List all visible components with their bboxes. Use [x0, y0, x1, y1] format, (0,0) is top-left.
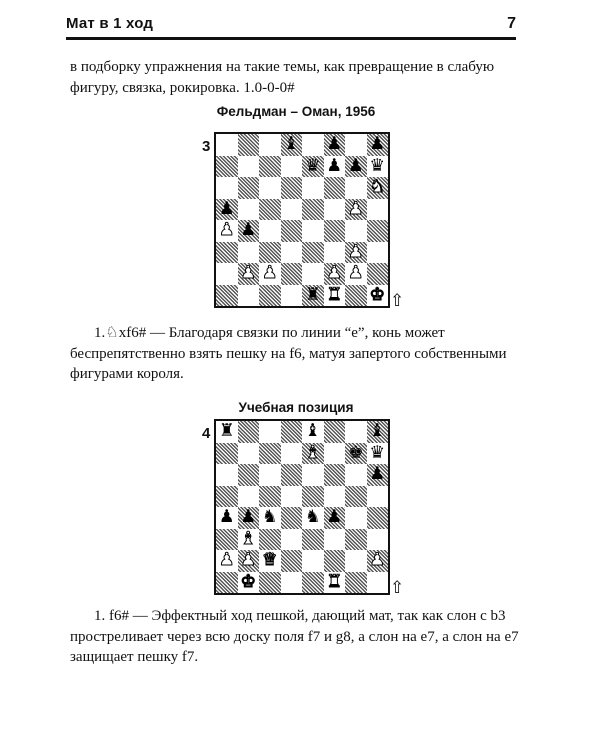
white-pawn-icon: ♟	[326, 263, 343, 283]
square-c5	[259, 177, 281, 199]
square-a2	[216, 550, 238, 572]
square-a1	[216, 263, 238, 285]
square-f8	[324, 421, 346, 443]
white-to-move-arrow-icon: ⇧	[390, 291, 405, 311]
white-pawn-icon: ♟	[347, 198, 364, 219]
square-c0	[259, 285, 281, 307]
square-e2	[302, 550, 324, 572]
square-e5	[302, 486, 324, 508]
black-pawn-icon: ♟	[240, 507, 257, 527]
square-c7	[259, 134, 281, 156]
square-g1	[345, 572, 367, 594]
square-e6	[302, 156, 324, 178]
square-e7	[302, 134, 324, 156]
square-h5	[367, 486, 389, 508]
black-pawn-icon: ♟	[369, 134, 386, 154]
square-f4	[324, 199, 346, 221]
black-pawn-icon: ♟	[240, 220, 257, 240]
diagram-3-caption: Фельдман – Оман, 1956	[216, 104, 376, 119]
square-e4	[302, 507, 324, 529]
white-pawn-icon: ♟	[218, 550, 235, 570]
square-a6	[216, 464, 238, 486]
square-f6	[324, 464, 346, 486]
square-d0	[281, 285, 303, 307]
black-pawn-icon: ♟	[218, 507, 235, 527]
square-c3	[259, 529, 281, 551]
black-pawn-icon: ♟	[326, 134, 343, 154]
square-e2	[302, 242, 324, 264]
square-d4	[281, 199, 303, 221]
square-c5	[259, 486, 281, 508]
square-b6	[238, 156, 260, 178]
black-bishop-icon: ♝	[369, 421, 386, 441]
square-d2	[281, 242, 303, 264]
white-rook-icon: ♜	[326, 571, 343, 592]
square-d2	[281, 550, 303, 572]
square-e4	[302, 199, 324, 221]
square-e6	[302, 464, 324, 486]
square-d5	[281, 177, 303, 199]
square-e7	[302, 443, 324, 465]
square-g3	[345, 529, 367, 551]
square-h4	[367, 199, 389, 221]
black-pawn-icon: ♟	[326, 507, 343, 527]
black-rook-icon: ♜	[218, 421, 235, 441]
square-d7	[281, 443, 303, 465]
square-g4	[345, 507, 367, 529]
square-a8	[216, 421, 238, 443]
white-king-icon: ♚	[369, 284, 386, 305]
square-f3	[324, 220, 346, 242]
black-pawn-icon: ♟	[347, 155, 364, 176]
square-e3	[302, 529, 324, 551]
square-f0	[324, 285, 346, 307]
white-bishop-icon: ♝	[304, 442, 321, 463]
square-h8	[367, 421, 389, 443]
square-d7	[281, 134, 303, 156]
white-knight-icon: ♞	[369, 177, 386, 197]
square-a3	[216, 220, 238, 242]
square-f2	[324, 242, 346, 264]
square-f5	[324, 177, 346, 199]
square-e8	[302, 421, 324, 443]
paragraph-solution-3: 1.♘xf6# — Благодаря связки по линии “е”, конь может беспрепятственно взять пешку на f6, матуя запертого собственными фигурами короля.	[70, 325, 507, 382]
square-g1	[345, 263, 367, 285]
square-b0	[238, 285, 260, 307]
black-bishop-icon: ♝	[304, 421, 321, 441]
black-pawn-icon: ♟	[369, 464, 386, 484]
square-a5	[216, 177, 238, 199]
white-pawn-icon: ♟	[240, 550, 257, 570]
white-pawn-icon: ♟	[347, 241, 364, 262]
square-c1	[259, 572, 281, 594]
square-g7	[345, 134, 367, 156]
black-queen-icon: ♛	[369, 442, 386, 463]
square-h1	[367, 263, 389, 285]
chess-board	[214, 419, 390, 595]
square-a7	[216, 134, 238, 156]
white-pawn-icon: ♟	[240, 263, 257, 283]
square-e1	[302, 263, 324, 285]
square-f5	[324, 486, 346, 508]
square-d1	[281, 263, 303, 285]
square-f1	[324, 572, 346, 594]
square-h2	[367, 242, 389, 264]
square-f2	[324, 550, 346, 572]
square-b2	[238, 550, 260, 572]
square-b3	[238, 220, 260, 242]
square-e3	[302, 220, 324, 242]
square-h3	[367, 220, 389, 242]
square-c7	[259, 443, 281, 465]
page-number: 7	[507, 15, 516, 32]
black-bishop-icon: ♝	[283, 134, 300, 154]
square-b4	[238, 199, 260, 221]
black-pawn-icon: ♟	[218, 198, 235, 219]
square-d6	[281, 156, 303, 178]
square-g7	[345, 443, 367, 465]
square-h3	[367, 529, 389, 551]
white-bishop-icon: ♝	[240, 528, 257, 549]
black-rook-icon: ♜	[304, 284, 321, 305]
square-g5	[345, 486, 367, 508]
square-a6	[216, 156, 238, 178]
square-h7	[367, 134, 389, 156]
square-h4	[367, 507, 389, 529]
square-c6	[259, 156, 281, 178]
square-a3	[216, 529, 238, 551]
white-pawn-icon: ♟	[347, 263, 364, 283]
white-pawn-icon: ♟	[369, 550, 386, 570]
square-c2	[259, 242, 281, 264]
square-b5	[238, 177, 260, 199]
white-king-icon: ♚	[240, 571, 257, 592]
square-c3	[259, 220, 281, 242]
square-h6	[367, 464, 389, 486]
square-b5	[238, 486, 260, 508]
white-pawn-icon: ♟	[261, 263, 278, 283]
page-header	[66, 15, 516, 40]
diagram-3	[202, 132, 405, 311]
square-e1	[302, 572, 324, 594]
square-b6	[238, 464, 260, 486]
square-h6	[367, 156, 389, 178]
square-g8	[345, 421, 367, 443]
white-pawn-icon: ♟	[218, 220, 235, 240]
paragraph-solution-4: 1. f6# — Эффектный ход пешкой, дающий мат, так как слон с b3 простреливает через всю доску поля f7 и g8, а слон на е7, а слон на е7 защищает пешку f7.	[70, 608, 519, 665]
black-queen-icon: ♛	[369, 155, 386, 176]
square-c8	[259, 421, 281, 443]
square-d3	[281, 220, 303, 242]
square-g2	[345, 550, 367, 572]
square-c2	[259, 550, 281, 572]
square-a4	[216, 199, 238, 221]
square-g6	[345, 464, 367, 486]
running-title: Мат в 1 ход	[66, 15, 154, 32]
diagram-4-caption: Учебная позиция	[238, 400, 354, 415]
square-d6	[281, 464, 303, 486]
square-f3	[324, 529, 346, 551]
square-g0	[345, 285, 367, 307]
square-g4	[345, 199, 367, 221]
square-h0	[367, 285, 389, 307]
white-to-move-arrow-icon: ⇧	[390, 578, 405, 598]
square-h2	[367, 550, 389, 572]
chess-board	[214, 132, 390, 308]
square-c4	[259, 507, 281, 529]
square-f1	[324, 263, 346, 285]
square-c1	[259, 263, 281, 285]
square-d5	[281, 486, 303, 508]
square-h7	[367, 443, 389, 465]
square-b8	[238, 421, 260, 443]
square-e0	[302, 285, 324, 307]
white-queen-icon: ♛	[261, 550, 278, 570]
square-b3	[238, 529, 260, 551]
square-e5	[302, 177, 324, 199]
square-g6	[345, 156, 367, 178]
square-f6	[324, 156, 346, 178]
black-knight-icon: ♞	[304, 507, 321, 527]
white-rook-icon: ♜	[326, 284, 343, 305]
square-b4	[238, 507, 260, 529]
square-g2	[345, 242, 367, 264]
square-f7	[324, 443, 346, 465]
square-b1	[238, 263, 260, 285]
square-a1	[216, 572, 238, 594]
square-b1	[238, 572, 260, 594]
square-a7	[216, 443, 238, 465]
paragraph-intro: в подборку упражнения на такие темы, как превращение в слабую фигуру, связка, рокировка. 1.0-0-0#	[70, 59, 495, 96]
square-c6	[259, 464, 281, 486]
square-a0	[216, 285, 238, 307]
square-f7	[324, 134, 346, 156]
square-d4	[281, 507, 303, 529]
diagram-number: 4	[202, 425, 211, 442]
square-d3	[281, 529, 303, 551]
square-d8	[281, 421, 303, 443]
square-f4	[324, 507, 346, 529]
square-g3	[345, 220, 367, 242]
black-knight-icon: ♞	[261, 507, 278, 527]
black-king-icon: ♚	[347, 442, 364, 463]
square-a4	[216, 507, 238, 529]
square-b7	[238, 134, 260, 156]
diagram-number: 3	[202, 138, 211, 155]
square-b7	[238, 443, 260, 465]
square-b2	[238, 242, 260, 264]
black-pawn-icon: ♟	[326, 155, 343, 176]
square-c4	[259, 199, 281, 221]
square-g5	[345, 177, 367, 199]
square-d1	[281, 572, 303, 594]
black-queen-icon: ♛	[304, 155, 321, 176]
diagram-4	[202, 419, 405, 598]
square-h1	[367, 572, 389, 594]
square-h5	[367, 177, 389, 199]
square-a5	[216, 486, 238, 508]
square-a2	[216, 242, 238, 264]
